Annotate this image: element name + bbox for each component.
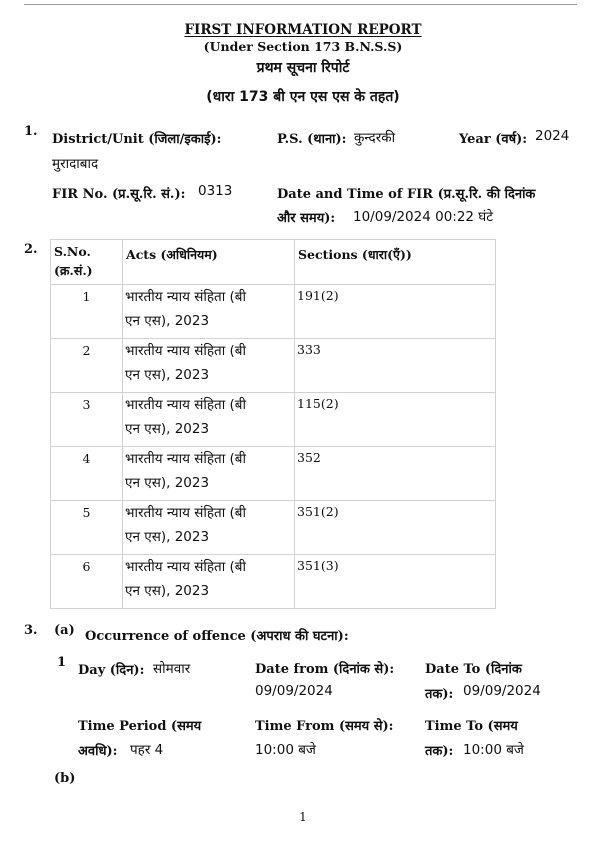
row-section: 352 [295,447,496,501]
row-act-line1: भारतीय न्याय संहिता (बी [125,451,246,467]
occurrence-item-number: 1 [57,655,67,670]
date-from-value: 09/09/2024 [255,683,333,699]
table-row [51,393,496,447]
occurrence-label: Occurrence of offence (अपराध की घटना): [85,629,349,644]
row-act-line2: एन एस), 2023 [125,529,210,545]
section-1-number: 1. [24,124,38,139]
date-to-value: 09/09/2024 [463,683,541,699]
year-value: 2024 [535,128,570,144]
time-period-label-2: अवधि): [78,744,118,759]
date-from-label: Date from (दिनांक से): [255,662,395,677]
row-sno: 5 [51,501,123,555]
day-label: Day (दिन): [78,663,145,678]
table-row [51,339,496,393]
row-section: 191(2) [295,285,496,339]
row-section: 333 [295,339,496,393]
time-from-value: 10:00 बजे [255,742,316,758]
part-a-label: (a) [54,623,75,638]
row-sno: 3 [51,393,123,447]
header-acts: Acts (अधिनियम) [123,240,295,285]
district-value: मुरादाबाद [52,156,99,172]
time-to-label: Time To (समय [425,719,518,734]
fir-no-value: 0313 [198,183,233,199]
time-from-label: Time From (समय से): [255,719,394,734]
table-row [51,501,496,555]
row-act-line2: एन एस), 2023 [125,475,210,491]
row-act-line2: एन एस), 2023 [125,313,210,329]
row-act-line2: एन एस), 2023 [125,421,210,437]
report-subtitle-hindi: (धारा 173 बी एन एस एस के तहत) [206,89,400,105]
row-sno: 4 [51,447,123,501]
fir-datetime-value: 10/09/2024 00:22 घंटे [353,209,494,225]
table-row [51,447,496,501]
table-header-row [51,240,496,285]
ps-label: P.S. (थाना): [277,132,347,147]
date-to-label: Date To (दिनांक [425,662,522,677]
header-sections: Sections (धारा(एँ)) [295,240,496,285]
row-act-line1: भारतीय न्याय संहिता (बी [125,559,246,575]
year-label: Year (वर्ष): [459,132,528,147]
fir-datetime-label: Date and Time of FIR (प्र.सू.रि. की दिनांक [277,187,536,202]
row-section: 351(3) [295,555,496,609]
page-number: 1 [299,810,307,824]
district-label: District/Unit (जिला/इकाई): [52,132,222,147]
row-act-line1: भारतीय न्याय संहिता (बी [125,505,246,521]
report-title: FIRST INFORMATION REPORT [184,22,422,38]
row-section: 351(2) [295,501,496,555]
table-row [51,285,496,339]
header-sno: S.No. [54,244,91,259]
fir-no-label: FIR No. (प्र.सू.रि. सं.): [52,187,186,202]
time-to-label-2: तक): [425,744,454,759]
row-sno: 2 [51,339,123,393]
top-rule [24,4,577,5]
day-value: सोमवार [153,661,191,677]
row-act-line1: भारतीय न्याय संहिता (बी [125,289,246,305]
time-to-value: 10:00 बजे [463,742,524,758]
report-subtitle: (Under Section 173 B.N.S.S) [203,39,403,54]
header-sno-hindi: (क्र.सं.) [54,263,93,278]
table-row [51,555,496,609]
row-sno: 1 [51,285,123,339]
row-act-line1: भारतीय न्याय संहिता (बी [125,397,246,413]
row-sno: 6 [51,555,123,609]
section-3-number: 3. [24,623,38,638]
date-to-label-2: तक): [425,687,454,702]
part-b-label: (b) [54,771,76,786]
row-act-line2: एन एस), 2023 [125,583,210,599]
ps-value: कुन्दरकी [354,130,396,146]
fir-datetime-label-2: और समय): [277,211,336,226]
acts-sections-table [50,239,496,609]
section-2-number: 2. [24,242,38,257]
report-title-hindi: प्रथम सूचना रिपोर्ट [256,60,350,76]
row-act-line1: भारतीय न्याय संहिता (बी [125,343,246,359]
time-period-value: पहर 4 [130,742,164,758]
time-period-label: Time Period (समय [78,719,202,734]
row-act-line2: एन एस), 2023 [125,367,210,383]
row-section: 115(2) [295,393,496,447]
